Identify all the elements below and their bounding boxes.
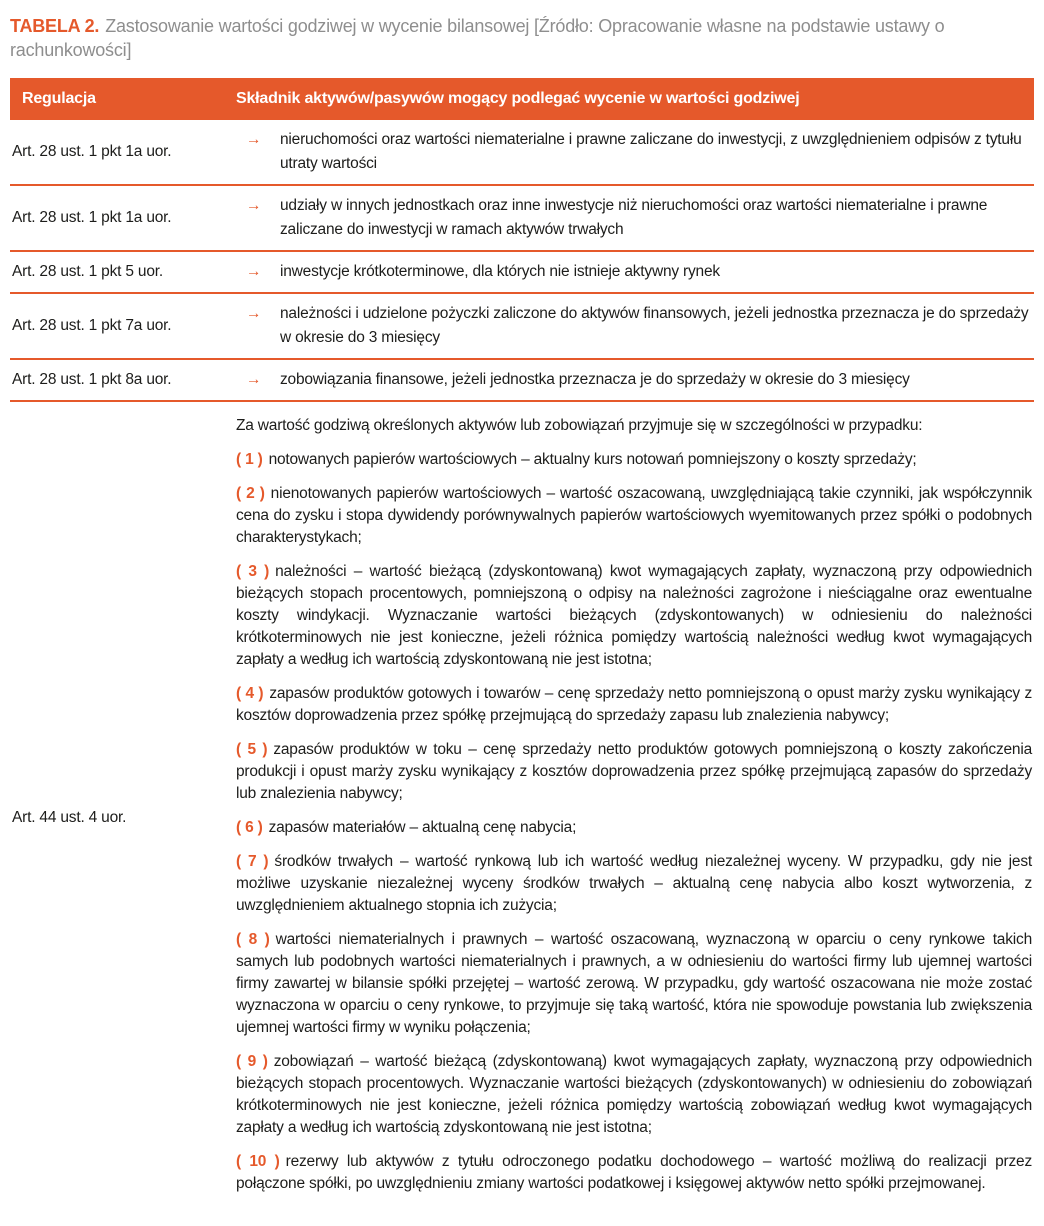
regulation-cell: Art. 28 ust. 1 pkt 7a uor.: [12, 317, 172, 334]
table-header-row: [10, 78, 1034, 120]
table-caption-text: Zastosowanie wartości godziwej w wycenie bilansowej [Źródło: Opracowanie własne na podstawie ustawy o rachunkowości]: [10, 16, 945, 60]
item-number: ( 4 ): [236, 685, 264, 702]
fair-value-definition-cell: [236, 415, 1034, 1221]
item-number: ( 9 ): [236, 1053, 268, 1070]
component-text: nieruchomości oraz wartości niematerialne i prawne zaliczane do inwestycji, z uwzględnieniem odpisów z tytułu utraty wartości: [280, 131, 1022, 172]
component-cell: [236, 128, 1034, 176]
fair-value-item: [236, 683, 1032, 727]
header-component: Składnik aktywów/pasywów mogący podlegać wycenie w wartości godziwej: [236, 90, 800, 107]
item-number: ( 1 ): [236, 451, 263, 468]
component-text: inwestycje krótkoterminowe, dla których nie istnieje aktywny rynek: [280, 263, 720, 280]
fair-value-item: [236, 1051, 1032, 1139]
item-number: ( 7 ): [236, 853, 269, 870]
arrow-right-icon: →: [246, 197, 262, 214]
table-caption-label: TABELA 2.: [10, 16, 100, 36]
item-text: zapasów produktów w toku – cenę sprzedaży netto produktów gotowych pomniejszoną o koszty zakończenia produkcji i opust marży zysku wynikający z kosztów doprowadzenia przez spółkę przejmującą zapasów do sprzedaży lub znalezienia nabywcy;: [236, 741, 1032, 802]
fair-value-table: [10, 78, 1034, 1226]
regulation-cell: Art. 28 ust. 1 pkt 8a uor.: [12, 371, 172, 388]
component-cell: [236, 260, 1034, 284]
regulation-cell: Art. 28 ust. 1 pkt 1a uor.: [12, 143, 172, 160]
item-text: wartości niematerialnych i prawnych – wartość oszacowaną, wyznaczoną w oparciu o ceny rynkowe takich samych lub podobnych wartości niematerialnych i prawnych, a w odniesieniu do wartości firmy lub ujemnej wartości firmy zawartej w bilansie spółki przejętej – wartość zerową. W przypadku, gdy wartość oszacowana nie może zostać wyznaczona w oparciu o ceny rynkowe, to przyjmuje się taką wartość, która nie spowoduje powstania lub zwiększenia ujemnej wartości firmy w wyniku połączenia;: [236, 931, 1032, 1036]
fair-value-item: [236, 817, 1032, 839]
item-number: ( 3 ): [236, 563, 270, 580]
item-text: nienotowanych papierów wartościowych – wartość oszacowaną, uwzględniającą takie czynniki, jak współczynnik cena do zysku i stopa dywidendy porównywalnych papierów wartościowych wyemitowanych przez spółki o podobnych charakterystykach;: [236, 485, 1032, 546]
component-cell: [236, 194, 1034, 242]
item-number: ( 2 ): [236, 485, 265, 502]
regulation-cell: Art. 28 ust. 1 pkt 1a uor.: [12, 209, 172, 226]
fair-value-item: [236, 739, 1032, 805]
table-caption: [10, 14, 1034, 62]
component-text: zobowiązania finansowe, jeżeli jednostka przeznacza je do sprzedaży w okresie do 3 miesięcy: [280, 371, 910, 388]
fair-value-item: [236, 483, 1032, 549]
item-text: należności – wartość bieżącą (zdyskontowaną) kwot wymagających zapłaty, wyznaczoną przy odpowiednich bieżących stopach procentowych, pomniejszoną o odpisy na należności zagrożone i nieściągalne oraz ewentualne koszty windykacji. Wyznaczanie wartości bieżących (zdyskontowanych) w odniesieniu do należności krótkoterminowych nie jest konieczne, jeżeli różnica pomiędzy wartością należności według kwot wymagających zapłaty a według ich wartością zdyskontowaną nie jest istotna;: [236, 563, 1033, 668]
table-row: [10, 294, 1034, 360]
regulation-cell: Art. 28 ust. 1 pkt 5 uor.: [12, 263, 163, 280]
item-text: rezerwy lub aktywów z tytułu odroczonego podatku dochodowego – wartość możliwą do realizacji przez połączone spółki, po uwzględnieniu zmiany wartości podatkowej i księgowej aktywów netto spółki przejmowanej.: [236, 1153, 1032, 1192]
item-number: ( 6 ): [236, 819, 263, 836]
header-regulation: Regulacja: [22, 90, 96, 107]
component-cell: [236, 368, 1034, 392]
fair-value-item: [236, 929, 1032, 1039]
item-number: ( 8 ): [236, 931, 270, 948]
item-text: środków trwałych – wartość rynkową lub ich wartość według niezależnej wyceny. W przypadku, gdy nie jest możliwe uzyskanie niezależnej wyceny środków trwałych – aktualną cenę nabycia albo koszt wytworzenia, z uwzględnieniem aktualnego stopnia ich zużycia;: [236, 853, 1032, 914]
regulation-cell: Art. 44 ust. 4 uor.: [12, 809, 127, 826]
fair-value-item: [236, 561, 1032, 671]
item-text: zapasów produktów gotowych i towarów – cenę sprzedaży netto pomniejszoną o opust marży zysku wynikający z kosztów doprowadzenia przez spółkę przejmującą do sprzedaży zapasu lub znalezienia nabywcy;: [236, 685, 1032, 724]
fair-value-intro: Za wartość godziwą określonych aktywów lub zobowiązań przyjmuje się w szczególności w przypadku:: [236, 417, 923, 434]
component-cell: [236, 302, 1034, 350]
item-number: ( 10 ): [236, 1153, 280, 1170]
table-row: [10, 120, 1034, 186]
item-text: zobowiązań – wartość bieżącą (zdyskontowaną) kwot wymagających zapłaty, wyznaczoną przy odpowiednich bieżących stopach procentowych. Wyznaczanie wartości bieżących (zdyskontowanych) w odniesieniu do zobowiązań krótkoterminowych nie jest konieczne, jeżeli różnica pomiędzy wartością zobowiązań według kwot wymagających zapłaty a według ich wartością zdyskontowaną nie jest istotna;: [236, 1053, 1032, 1136]
table-row: [10, 252, 1034, 294]
fair-value-item: [236, 1151, 1032, 1195]
arrow-right-icon: →: [246, 371, 262, 388]
arrow-right-icon: →: [246, 263, 262, 280]
fair-value-item: [236, 851, 1032, 917]
arrow-right-icon: →: [246, 131, 262, 148]
table-row: [10, 186, 1034, 252]
item-text: zapasów materiałów – aktualną cenę nabycia;: [268, 819, 577, 836]
fair-value-item: [236, 449, 1032, 471]
table-row: [10, 360, 1034, 402]
arrow-right-icon: →: [246, 305, 262, 322]
item-text: notowanych papierów wartościowych – aktualny kurs notowań pomniejszony o koszty sprzedaży;: [268, 451, 917, 468]
component-text: udziały w innych jednostkach oraz inne inwestycje niż nieruchomości oraz wartości niematerialne i prawne zaliczane do inwestycji w ramach aktywów trwałych: [280, 197, 988, 238]
component-text: należności i udzielone pożyczki zaliczone do aktywów finansowych, jeżeli jednostka przeznacza je do sprzedaży w okresie do 3 miesięcy: [280, 305, 1029, 346]
item-number: ( 5 ): [236, 741, 268, 758]
table-row-art-44: [10, 402, 1034, 1226]
